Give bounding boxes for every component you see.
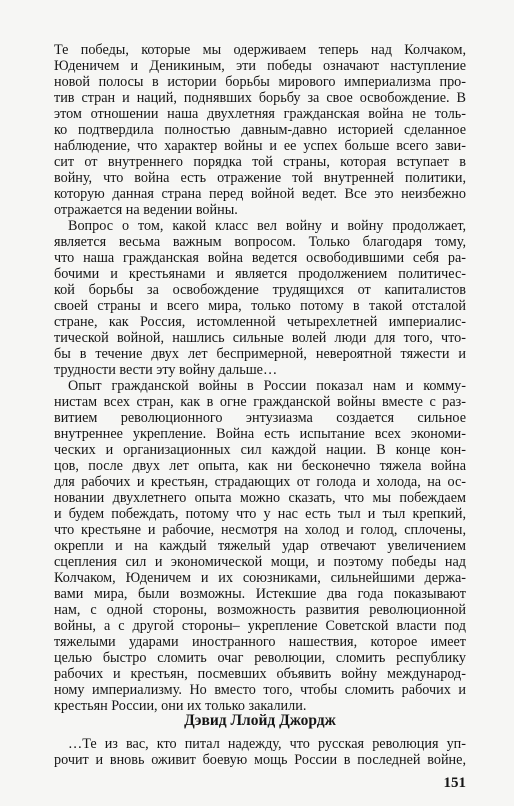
text-line: сцепления сил и экономической мощи, и поэтому победы над <box>54 554 466 570</box>
text-line: которую данная страна перед войной ведет. Все это неизбежно <box>54 186 466 202</box>
text-line: ческих и организационных сил каждой нации. В конце кон- <box>54 442 466 458</box>
text-line: Колчаком, Юденичем и их союзниками, сильнейшими держа- <box>54 570 466 586</box>
text-line: отражается на ведении войны. <box>54 202 238 218</box>
text-line: что наша гражданская война ведется освободившими себя ра- <box>54 250 466 266</box>
text-line: новании двухлетнего опыта можно сказать, что мы побеждаем <box>54 490 466 506</box>
text-line: окрепли и на каждый тяжелый удар отвечают увеличением <box>54 538 466 554</box>
text-line: стране, как Россия, истомленной четырехлетней империалис- <box>54 314 466 330</box>
text-line: этом отношении наша двухлетняя гражданская война не толь- <box>54 106 466 122</box>
text-line: своей страны и всего мира, только потому в такой отсталой <box>54 298 466 314</box>
text-line: и будем побеждать, потому что у нас есть тыл и тыл крепкий, <box>54 506 466 522</box>
text-line: наблюдение, что характер войны и ее успех больше всего зави- <box>54 138 466 154</box>
text-line: рочит и вновь оживит боевую мощь России в последней войне, <box>54 752 466 768</box>
text-line: ко подтвердила полностью давным-давно историей сделанное <box>54 122 466 138</box>
text-line: нистам всех стран, как в огне гражданской войны вместе с раз- <box>54 394 466 410</box>
text-line: вами мира, были возможны. Истекшие два года показывают <box>54 586 466 602</box>
text-line: тической войной, нашлись сильные волей люди для того, что- <box>54 330 466 346</box>
text-line: рабочих и крестьян, посмевших объявить войну международ- <box>54 666 466 682</box>
text-line: ному империализму. Но вместо того, чтобы сломить рабочих и <box>54 682 466 698</box>
text-line: тяжелыми ударами иностранного нашествия, которое имеет <box>54 634 466 650</box>
text-line: для рабочих и крестьян, страдающих от голода и холода, на ос- <box>54 474 466 490</box>
text-line: сит от внутреннего порядка той страны, которая вступает в <box>54 154 466 170</box>
text-line: бы в течение двух лет беспримерной, невероятной тяжести и <box>54 346 466 362</box>
text-line: нам, с одной стороны, возможность развития революционной <box>54 602 466 618</box>
text-line: целью быстро сломить очаг революции, сломить республику <box>54 650 466 666</box>
text-line: войну, что война есть отражение той внутренней политики, <box>54 170 466 186</box>
text-line: тив стран и наций, поднявших борьбу за свое освобождение. В <box>54 90 466 106</box>
text-line: является весьма важным вопросом. Только благодаря тому, <box>54 234 466 250</box>
text-line: новой полосы в истории борьбы мирового империализма про- <box>54 74 466 90</box>
text-line: Опыт гражданской войны в России показал нам и комму- <box>68 378 466 394</box>
section-heading: Дэвид Ллойд Джордж <box>184 712 336 729</box>
text-line: цов, после двух лет опыта, как ни бесконечно тяжела война <box>54 458 466 474</box>
text-line: Те победы, которые мы одерживаем теперь над Колчаком, <box>54 42 466 58</box>
text-line: кой борьбы за освобождение трудящихся от капиталистов <box>54 282 466 298</box>
text-line: Вопрос о том, какой класс вел войну и войну продолжает, <box>68 218 466 234</box>
text-line: войны, а с другой стороны– укрепление Советской власти под <box>54 618 466 634</box>
text-line: Юденичем и Деникиным, эти победы означают наступление <box>54 58 466 74</box>
page-number: 151 <box>443 775 466 791</box>
text-line: внутреннее укрепление. Война есть испытание всех экономи- <box>54 426 466 442</box>
text-line: бочими и крестьянами и является продолжением политичес- <box>54 266 466 282</box>
text-line: витием революционного энтузиазма создается сильное <box>54 410 466 426</box>
text-line: что крестьяне и рабочие, несмотря на холод и голод, сплочены, <box>54 522 466 538</box>
text-line: крестьян России, они их только закалили. <box>54 698 307 714</box>
text-line: трудности вести эту войну дальше… <box>54 362 278 378</box>
text-line: …Те из вас, кто питал надежду, что русская революция уп- <box>68 736 466 752</box>
